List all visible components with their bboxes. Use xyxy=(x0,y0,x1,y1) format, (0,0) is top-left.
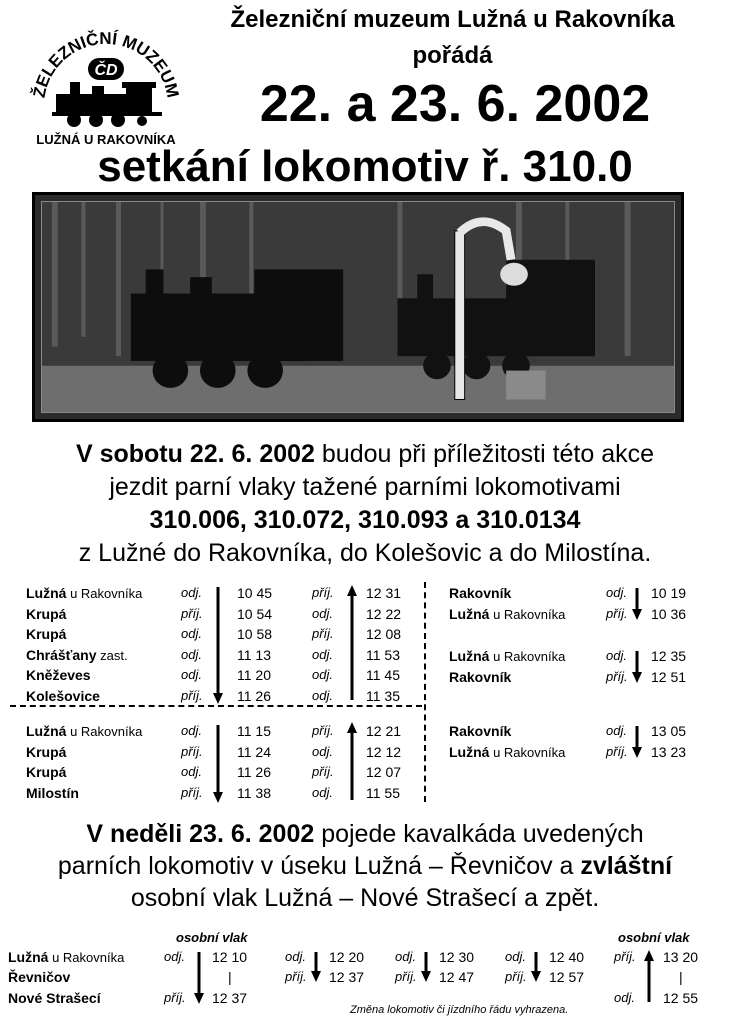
timetable-divider xyxy=(10,705,422,707)
column-header: osobní vlak xyxy=(176,930,248,945)
intro-line4: z Lužné do Rakovníka, do Kolešovic a do Milostína. xyxy=(78,539,652,567)
station-name: Krupá xyxy=(26,626,67,643)
station-name: Lužná xyxy=(449,743,490,760)
timetable-time: 12 12 xyxy=(366,743,402,760)
timetable-label: příj. xyxy=(312,723,334,738)
timetable-label: příj. xyxy=(181,743,203,759)
timetable-time: 12 07 xyxy=(366,764,402,781)
intro-date: V sobotu 22. 6. 2002 xyxy=(75,440,315,468)
timetable-time: 12 21 xyxy=(366,723,402,739)
timetable-label: odj. xyxy=(606,585,627,600)
timetable-time: 11 26 xyxy=(237,764,271,781)
logo-top-text: ŽELEZNIČNÍ MUZEUM xyxy=(29,28,183,100)
station-name: Krupá xyxy=(26,605,67,622)
timetable-row-station xyxy=(26,665,91,686)
timetable-time: 10 19 xyxy=(651,585,687,601)
arrow-up-icon xyxy=(347,722,357,800)
station-name: Řevničov xyxy=(8,969,71,985)
timetable-row-station xyxy=(26,762,66,783)
logo-cd-text: ČD xyxy=(94,62,118,79)
station-name: Nové Strašecí xyxy=(8,990,101,1006)
timetable-time: 12 37 xyxy=(329,969,365,985)
station-name: Kolešovice xyxy=(26,688,100,704)
timetable-time: 12 20 xyxy=(329,949,365,965)
timetable-time: 12 08 xyxy=(366,626,402,643)
locomotive-photo xyxy=(32,192,684,422)
arrow-down-icon xyxy=(632,651,642,683)
timetable-time: 11 26 xyxy=(237,688,271,704)
timetable-label: odj. xyxy=(181,646,202,662)
timetable-label: příj. xyxy=(606,668,628,684)
arrow-up-icon xyxy=(644,950,654,1002)
arrow-down-icon xyxy=(421,952,431,982)
timetable-label: odj. xyxy=(181,667,202,683)
column-header: osobní vlak xyxy=(618,930,690,945)
timetable-label: odj. xyxy=(395,949,416,964)
timetable-label: odj. xyxy=(285,949,306,964)
timetable-row-station xyxy=(26,783,79,804)
timetable-time: 12 55 xyxy=(663,990,699,1006)
timetable-label: odj. xyxy=(614,990,635,1005)
station-name: Rakovník xyxy=(449,585,512,601)
timetable-label: odj. xyxy=(312,688,333,703)
timetable-time: 10 36 xyxy=(651,605,687,622)
timetable-time: 12 40 xyxy=(549,949,585,965)
timetable-column-divider xyxy=(424,582,426,802)
arrow-down-icon xyxy=(632,588,642,620)
sunday-line2b: zvláštní xyxy=(580,852,673,880)
timetable-row-station xyxy=(26,583,142,605)
timetable-label: odj. xyxy=(181,723,202,738)
timetable-row-station xyxy=(449,604,565,626)
timetable-time: 12 10 xyxy=(212,949,248,965)
station-suffix: u Rakovníka xyxy=(48,950,125,965)
museum-logo xyxy=(26,20,186,150)
timetable-time: 11 13 xyxy=(237,646,271,663)
timetable-time: 11 35 xyxy=(366,688,400,704)
timetable-label: příj. xyxy=(312,626,334,642)
sunday-station xyxy=(8,967,70,988)
timetable-label: odj. xyxy=(312,743,333,759)
station-name: Krupá xyxy=(26,743,67,760)
station-suffix: u Rakovníka xyxy=(489,744,566,760)
timetable-time: 13 20 xyxy=(663,949,699,965)
timetable-row-station xyxy=(449,667,511,688)
timetable-row-station xyxy=(26,686,100,707)
event-title: setkání lokomotiv ř. 310.0 xyxy=(97,142,633,191)
timetable-label: odj. xyxy=(312,784,333,800)
station-name: Lužná xyxy=(26,723,67,739)
station-name: Krupá xyxy=(26,764,67,781)
timetable-time: 12 31 xyxy=(366,585,402,601)
timetable-time: 12 47 xyxy=(439,969,475,985)
timetable-row-station xyxy=(26,645,128,667)
intro-line1: budou při příležitosti této akce xyxy=(314,440,655,468)
timetable-label: odj. xyxy=(606,648,627,663)
station-name: Lužná xyxy=(449,605,490,622)
timetable-label: příj. xyxy=(606,743,628,759)
timetable-label: příj. xyxy=(505,969,527,984)
timetable-label: příj. xyxy=(395,969,417,984)
sunday-line1: pojede kavalkáda uvedených xyxy=(314,820,644,848)
arrow-down-icon xyxy=(311,952,321,982)
timetable-time: 10 45 xyxy=(237,585,273,601)
timetable-row-station xyxy=(26,624,66,645)
timetable-mark: | xyxy=(228,969,232,985)
timetable-label: příj. xyxy=(312,764,334,780)
timetable-row-station xyxy=(26,742,66,763)
station-name: Milostín xyxy=(26,784,79,801)
sunday-station xyxy=(8,988,101,1009)
station-name: Lužná xyxy=(449,648,490,664)
timetable-label: příj. xyxy=(181,784,203,800)
station-name: Chrášťany xyxy=(26,646,97,663)
station-suffix: u Rakovníka xyxy=(489,649,566,664)
station-name: Lužná xyxy=(8,949,49,965)
timetable-time: 12 51 xyxy=(651,668,687,685)
timetable-time: 11 38 xyxy=(237,784,271,801)
arrow-up-icon xyxy=(347,585,357,700)
timetable-label: odj. xyxy=(181,585,202,600)
timetable-time: 11 20 xyxy=(237,667,271,684)
timetable-label: odj. xyxy=(312,646,333,662)
timetable-label: odj. xyxy=(312,667,333,683)
timetable-label: příj. xyxy=(312,585,334,600)
timetable-label: příj. xyxy=(606,605,628,621)
timetable-time: 11 55 xyxy=(366,784,400,801)
timetable-label: odj. xyxy=(164,949,185,964)
timetable-label: příj. xyxy=(285,969,307,984)
event-date: 22. a 23. 6. 2002 xyxy=(259,75,651,133)
station-name: Kněževes xyxy=(26,667,91,684)
timetable-time: 11 24 xyxy=(237,743,271,760)
arrow-down-icon xyxy=(632,726,642,758)
arrow-down-icon xyxy=(531,952,541,982)
arrow-down-icon xyxy=(194,952,204,1004)
sunday-line3: osobní vlak Lužná – Nové Strašecí a zpět. xyxy=(130,884,600,912)
timetable-time: 12 35 xyxy=(651,648,687,664)
timetable-label: odj. xyxy=(312,605,333,621)
timetable-time: 12 22 xyxy=(366,605,402,622)
presents-label: pořádá xyxy=(412,42,493,69)
sunday-line2a: parních lokomotiv v úseku Lužná – Řevničov a xyxy=(57,852,581,880)
intro-line2: jezdit parní vlaky tažené parními lokomotivami xyxy=(109,473,621,501)
station-suffix: u Rakovníka xyxy=(66,724,143,739)
timetable-label: příj. xyxy=(614,949,636,964)
timetable-time: 13 23 xyxy=(651,743,687,760)
arrow-down-icon xyxy=(213,587,223,704)
station-name: Lužná xyxy=(26,585,67,601)
timetable-label: odj. xyxy=(606,723,627,738)
station-suffix: zast. xyxy=(96,647,128,663)
timetable-time: 11 45 xyxy=(366,667,400,684)
timetable-mark: | xyxy=(679,969,683,985)
timetable-label: příj. xyxy=(181,605,203,621)
timetable-row-station xyxy=(449,742,565,764)
timetable-time: 12 30 xyxy=(439,949,475,965)
timetable-time: 10 58 xyxy=(237,626,273,643)
timetable-row-station xyxy=(26,721,142,743)
timetable-time: 12 57 xyxy=(549,969,585,985)
photo-illustration xyxy=(42,202,674,412)
sunday-station xyxy=(8,947,124,969)
arrow-down-icon xyxy=(213,725,223,803)
timetable-label: příj. xyxy=(164,990,186,1005)
timetable-time: 13 05 xyxy=(651,723,687,739)
timetable-row-station xyxy=(449,583,511,604)
timetable-row-station xyxy=(449,721,511,742)
timetable-row-station xyxy=(449,646,565,668)
timetable-time: 12 37 xyxy=(212,990,248,1006)
station-name: Rakovník xyxy=(449,723,512,739)
timetable-label: odj. xyxy=(505,949,526,964)
timetable-time: 10 54 xyxy=(237,605,273,622)
timetable-time: 11 15 xyxy=(237,723,271,739)
intro-locomotives: 310.006, 310.072, 310.093 a 310.0134 xyxy=(149,506,581,534)
logo-bottom-text: LUŽNÁ U RAKOVNÍKA xyxy=(36,132,176,147)
intro-paragraph xyxy=(0,438,730,570)
station-suffix: u Rakovníka xyxy=(489,606,566,622)
station-name: Rakovník xyxy=(449,668,512,685)
station-suffix: u Rakovníka xyxy=(66,586,143,601)
timetable-row-station xyxy=(26,604,66,625)
organizer-title: Železniční muzeum Lužná u Rakovníka xyxy=(230,6,675,33)
timetable-label: odj. xyxy=(181,626,202,642)
footnote: Změna lokomotiv či jízdního řádu vyhrazena. xyxy=(350,1004,569,1016)
timetable-time: 11 53 xyxy=(366,646,400,663)
sunday-date: V neděli 23. 6. 2002 xyxy=(86,820,315,848)
sunday-paragraph xyxy=(0,818,730,914)
timetable-label: příj. xyxy=(181,688,203,703)
timetable-label: odj. xyxy=(181,764,202,780)
